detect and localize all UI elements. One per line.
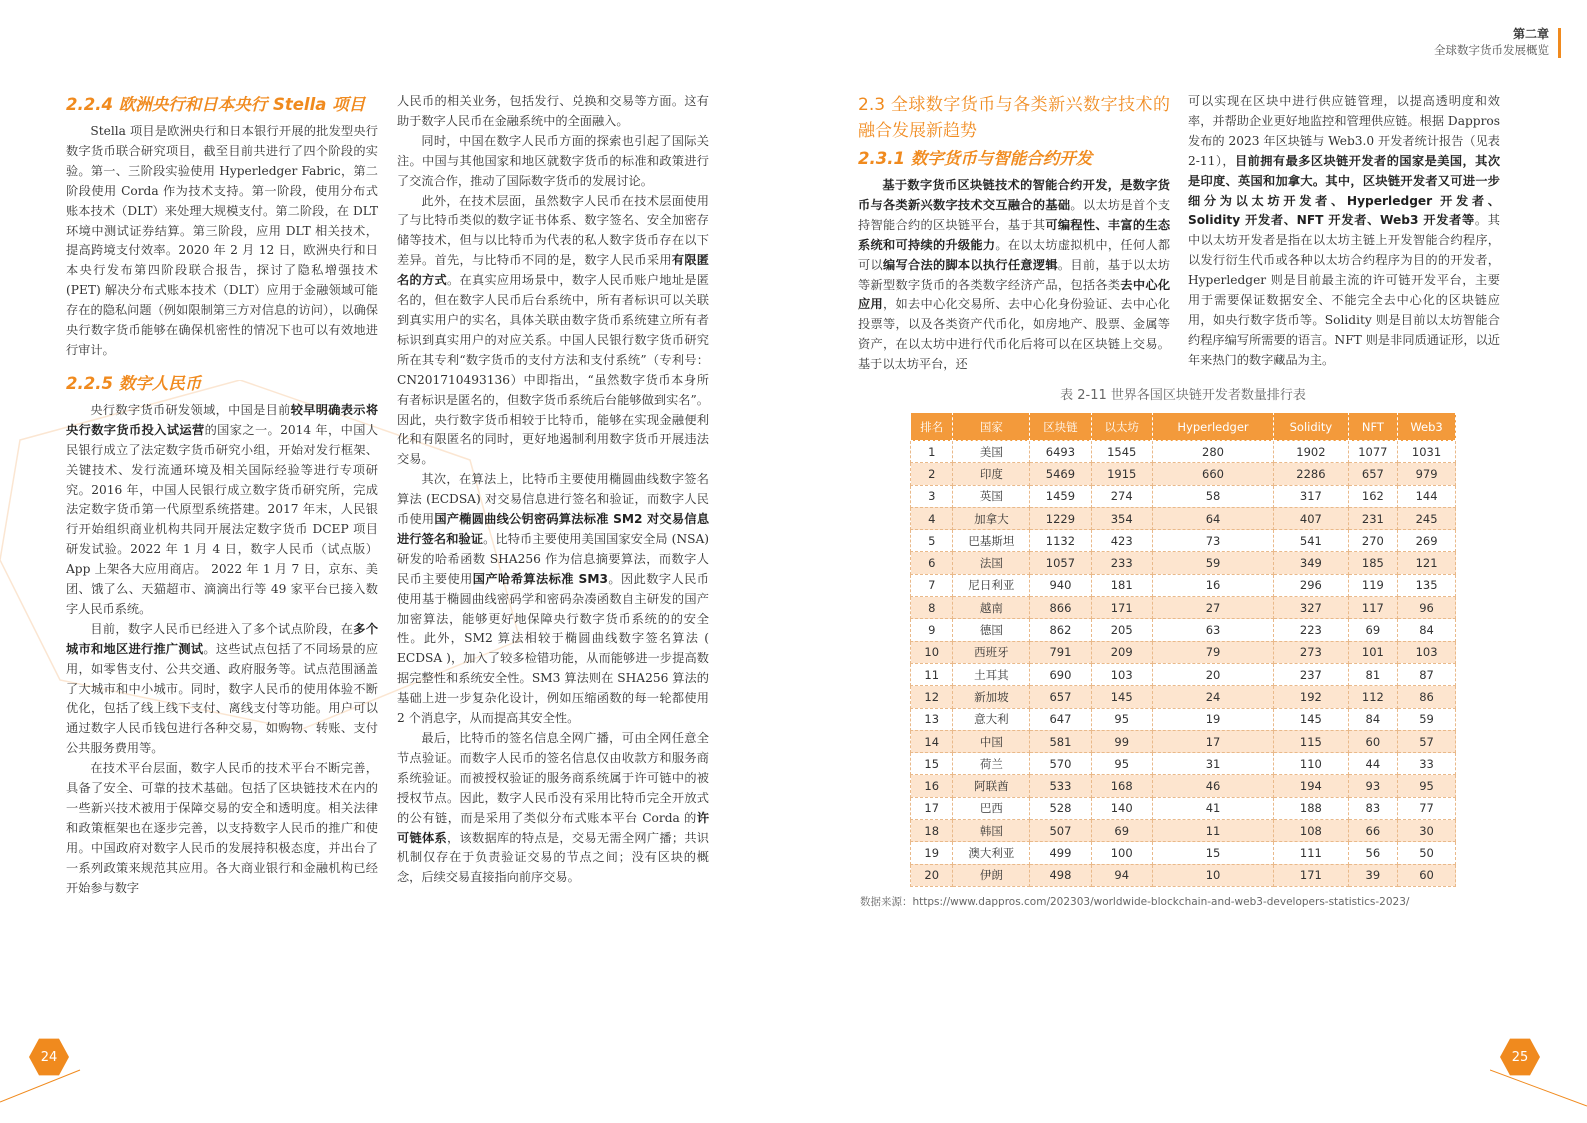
column-1: [66, 92, 378, 899]
table-cell: 19: [1152, 708, 1273, 730]
table-cell: 498: [1030, 864, 1091, 886]
table-cell: 33: [1398, 753, 1456, 775]
table-cell: 1: [911, 441, 953, 463]
table-cell: 德国: [953, 619, 1030, 641]
table-cell: 581: [1030, 730, 1091, 752]
table-cell: 940: [1030, 574, 1091, 596]
table-cell: 15: [1152, 842, 1273, 864]
table-cell: 660: [1152, 463, 1273, 485]
table-cell: 39: [1348, 864, 1397, 886]
table-cell: 231: [1348, 507, 1397, 529]
table-cell: 96: [1398, 597, 1456, 619]
table-cell: 荷兰: [953, 753, 1030, 775]
table-cell: 84: [1348, 708, 1397, 730]
table-cell: 223: [1274, 619, 1348, 641]
table-cell: 280: [1152, 441, 1273, 463]
table-cell: 12: [911, 686, 953, 708]
table-cell: 979: [1398, 463, 1456, 485]
table-cell: 528: [1030, 797, 1091, 819]
paragraph-algorithm: 其次，在算法上，比特币主要使用椭圆曲线数字签名算法 (ECDSA) 对交易信息进行签名和验证，而数字人民币使用国产椭圆曲线公钥密码算法标准 SM2 对交易信息进行签名和验证。比特币主要使用美国国家安全局 (NSA) 研发的哈希函数 SHA256 作为信息摘要算法，而数字人民币主要使用国产哈希算法标准 SM3。因此数字人民币使用基于椭圆曲线密码学和密码杂凑函数自主研发的国产加密算法，能够更好地保障央行数字货币系统的的安全性。此外，SM2 算法相较于椭圆曲线数字签名算法 ( ECDSA )，加入了较多检错功能，从而能够进一步提高数据完整性和系统安全性。SM3 算法则在 SHA256 算法的基础上进一步复杂化设计，例如压缩函数的每一轮都使用 2 个消息字，从而提高其安全性。: [397, 472, 710, 726]
table-cell: 10: [911, 641, 953, 663]
table-cell: 354: [1091, 507, 1152, 529]
table-cell: 57: [1398, 730, 1456, 752]
table-row: [911, 485, 1456, 507]
table-cell: 862: [1030, 619, 1091, 641]
table-source: 数据来源：https://www.dappros.com/202303/worldwide-blockchain-and-web3-developers-statistics-2023/: [860, 896, 1410, 908]
table-cell: 6: [911, 552, 953, 574]
table-cell: 83: [1348, 797, 1397, 819]
table-cell: 19: [911, 842, 953, 864]
table-cell: 2: [911, 463, 953, 485]
table-cell: 171: [1274, 864, 1348, 886]
table-cell: 84: [1398, 619, 1456, 641]
table-cell: 233: [1091, 552, 1152, 574]
table-cell: 237: [1274, 663, 1348, 685]
table-row: [911, 864, 1456, 886]
table-cell: 1902: [1274, 441, 1348, 463]
table-cell: 100: [1091, 842, 1152, 864]
table-cell: 63: [1152, 619, 1273, 641]
table-cell: 145: [1274, 708, 1348, 730]
table-cell: 690: [1030, 663, 1091, 685]
table-cell: 110: [1274, 753, 1348, 775]
table-cell: 5: [911, 530, 953, 552]
table-cell: 81: [1348, 663, 1397, 685]
table-cell: 274: [1091, 485, 1152, 507]
table-cell: 192: [1274, 686, 1348, 708]
table-cell: 94: [1091, 864, 1152, 886]
table-cell: 9: [911, 619, 953, 641]
table-cell: 5469: [1030, 463, 1091, 485]
table-cell: 273: [1274, 641, 1348, 663]
page-number-left: 24: [40, 1049, 58, 1065]
table-cell: 112: [1348, 686, 1397, 708]
paragraph-verification: 最后，比特币的签名信息全网广播，可由全网任意全节点验证。而数字人民币的签名信息仅由收款方和服务商系统验证。而被授权验证的服务商系统属于许可链中的被授权节点。因此，数字人民币没有采用比特币完全开放式的公有链，而是采用了类似分布式账本平台 Corda 的许可链体系，该数据库的特点是，交易无需全网广播；共识机制仅存在于负责验证交易的节点之间；没有区块的概念，后续交易直接指向前序交易。: [397, 731, 709, 885]
table-cell: 44: [1348, 753, 1397, 775]
table-row: [911, 753, 1456, 775]
table-header-cell: Web3: [1398, 413, 1456, 441]
table-row: [911, 775, 1456, 797]
table-cell: 41: [1152, 797, 1273, 819]
table-cell: 印度: [953, 463, 1030, 485]
table-cell: 115: [1274, 730, 1348, 752]
table-cell: 185: [1348, 552, 1397, 574]
table-cell: 121: [1398, 552, 1456, 574]
table-row: [911, 619, 1456, 641]
table-cell: 加拿大: [953, 507, 1030, 529]
table-cell: 46: [1152, 775, 1273, 797]
table-cell: 87: [1398, 663, 1456, 685]
table-cell: 巴基斯坦: [953, 530, 1030, 552]
table-row: [911, 730, 1456, 752]
table-cell: 99: [1091, 730, 1152, 752]
paragraph-ecny-intro: 央行数字货币研发领域，中国是目前较早明确表示将央行数字货币投入试运营的国家之一。2014 年，中国人民银行成立了法定数字货币研究小组，开始对发行框架、关键技术、发行流通环境及相关国际经验等进行专项研究。2016 年，中国人民银行成立数字货币研究所，完成法定数字货币第一代原型系统搭建。2017 年末，人民银行开始组织商业机构共同开展法定数字货币 DCEP 项目研发试验。2022 年 1 月 4 日，数字人民币（试点版）App 上架各大应用商店。 2022 年 1 月 7 日，京东、美团、饿了么、天猫超市、滴滴出行等 49 家平台已接入数字人民币系统。: [66, 402, 379, 616]
table-cell: 60: [1398, 864, 1456, 886]
paragraph-ecny-pilot: 目前，数字人民币已经进入了多个试点阶段，在多个城市和地区进行推广测试。这些试点包括了不同场景的应用，如零售支付、公共交通、政府服务等。试点范围涵盖了大城市和中小城市。同时，数字人民币的使用体验不断优化，包括了线上线下支付、离线支付等功能。用户可以通过数字人民币钱包进行各种交易，如购物、转账、支付公共服务费用等。: [66, 621, 379, 756]
table-cell: 119: [1348, 574, 1397, 596]
table-cell: 144: [1398, 485, 1456, 507]
table-cell: 尼日利亚: [953, 574, 1030, 596]
table-cell: 507: [1030, 820, 1091, 842]
table-cell: 327: [1274, 597, 1348, 619]
table-cell: 103: [1091, 663, 1152, 685]
table-cell: 95: [1091, 753, 1152, 775]
table-cell: 866: [1030, 597, 1091, 619]
table-cell: 407: [1274, 507, 1348, 529]
table-cell: 69: [1091, 820, 1152, 842]
table-cell: 2286: [1274, 463, 1348, 485]
table-header-cell: Solidity: [1274, 413, 1348, 441]
table-cell: 7: [911, 574, 953, 596]
chapter-title: 全球数字货币发展概览: [1434, 43, 1549, 57]
table-cell: 14: [911, 730, 953, 752]
table-cell: 499: [1030, 842, 1091, 864]
table-cell: 533: [1030, 775, 1091, 797]
column-3: [858, 92, 1170, 375]
table-cell: 1915: [1091, 463, 1152, 485]
developer-ranking-table: [910, 412, 1456, 887]
paragraph-ecny-business: 人民币的相关业务，包括发行、兑换和交易等方面。这有助于数字人民币在金融系统中的全面融入。: [397, 94, 709, 128]
table-cell: 澳大利亚: [953, 842, 1030, 864]
page-number-right: 25: [1511, 1049, 1529, 1065]
table-cell: 647: [1030, 708, 1091, 730]
table-row: [911, 663, 1456, 685]
table-cell: 58: [1152, 485, 1273, 507]
table-cell: 10: [1152, 864, 1273, 886]
paragraph-developers: 可以实现在区块中进行供应链管理，以提高透明度和效率，并帮助企业更好地监控和管理供应链。根据 Dappros 发布的 2023 年区块链与 Web3.0 开发者统计报告（见表 2-11），目前拥有最多区块链开发者的国家是美国，其次是印度、英国和加拿大。其中，区块链开发者又可进一步细分为以太坊开发者、Hyperledger 开发者、Solidity 开发者、NFT 开发者、Web3 开发者等。其中以太坊开发者是指在以太坊主链上开发智能合约程序，以发行衍生代币或各种以太坊合约程序为目的的开发者，Hyperledger 则是目前最主流的许可链开发平台，主要用于需要保证数据安全、不能完全去中心化的区块链应用，如央行数字货币等。Solidity 则是目前以太坊智能合约程序编写所需要的语言。NFT 则是非同质通证形，以近年来热门的数字藏品为主。: [1188, 94, 1501, 367]
table-cell: 69: [1348, 619, 1397, 641]
table-cell: 英国: [953, 485, 1030, 507]
table-cell: 1132: [1030, 530, 1091, 552]
table-cell: 新加坡: [953, 686, 1030, 708]
table-cell: 657: [1348, 463, 1397, 485]
table-cell: 145: [1091, 686, 1152, 708]
table-cell: 20: [1152, 663, 1273, 685]
table-cell: 570: [1030, 753, 1091, 775]
table-cell: 245: [1398, 507, 1456, 529]
table-cell: 103: [1398, 641, 1456, 663]
table-cell: 77: [1398, 797, 1456, 819]
table-cell: 349: [1274, 552, 1348, 574]
table-cell: 1229: [1030, 507, 1091, 529]
table-cell: 27: [1152, 597, 1273, 619]
heading-2-3: 2.3 全球数字货币与各类新兴数字技术的融合发展新趋势: [858, 95, 1170, 141]
corner-decoration-left: [0, 1040, 90, 1110]
table-cell: 8: [911, 597, 953, 619]
table-cell: 11: [1152, 820, 1273, 842]
table-cell: 美国: [953, 441, 1030, 463]
table-cell: 韩国: [953, 820, 1030, 842]
table-row: [911, 441, 1456, 463]
paragraph-stella: Stella 项目是欧洲央行和日本银行开展的批发型央行数字货币联合研究项目，截至目前共进行了四个阶段的实验。第一、三阶段实验使用 Hyperledger Fabric，第二阶段使用 Corda 作为技术支持。第一阶段，使用分布式账本技术（DLT）来处理大规模支付。第二阶段，在 DLT 环境中测试证券结算。第三阶段，应用 DLT 相关技术，提高跨境支付效率。2020 年 2 月 12 日，欧洲央行和日本央行发布第四阶段联合报告，探讨了隐私增强技术 (PET) 解决分布式账本技术（DLT）应用于金融领域可能存在的隐私问题（例如限制第三方对信息的访问），以确保央行数字货币能够在确保机密性的情况下也可以有效地进行审计。: [66, 124, 378, 357]
column-4: [1188, 92, 1500, 371]
table-cell: 194: [1274, 775, 1348, 797]
table-cell: 168: [1091, 775, 1152, 797]
table-cell: 60: [1348, 730, 1397, 752]
table-row: [911, 820, 1456, 842]
paragraph-intl: 同时，中国在数字人民币方面的探索也引起了国际关注。中国与其他国家和地区就数字货币的标准和政策进行了交流合作，推动了国际数字货币的发展讨论。: [397, 133, 709, 188]
table-cell: 162: [1348, 485, 1397, 507]
table-cell: 1459: [1030, 485, 1091, 507]
table-cell: 86: [1398, 686, 1456, 708]
table-cell: 171: [1091, 597, 1152, 619]
table-cell: 阿联酋: [953, 775, 1030, 797]
table-cell: 95: [1091, 708, 1152, 730]
heading-2-3-1: 2.3.1 数字货币与智能合约开发: [858, 149, 1093, 168]
table-cell: 13: [911, 708, 953, 730]
table-cell: 117: [1348, 597, 1397, 619]
table-cell: 3: [911, 485, 953, 507]
table-header-cell: 排名: [911, 413, 953, 441]
table-row: [911, 574, 1456, 596]
table-cell: 657: [1030, 686, 1091, 708]
table-caption: 表 2-11 世界各国区块链开发者数量排行表: [1060, 388, 1306, 403]
table-cell: 93: [1348, 775, 1397, 797]
table-cell: 101: [1348, 641, 1397, 663]
table-row: [911, 507, 1456, 529]
table-cell: 1077: [1348, 441, 1397, 463]
table-cell: 6493: [1030, 441, 1091, 463]
table-row: [911, 842, 1456, 864]
table-cell: 135: [1398, 574, 1456, 596]
table-cell: 73: [1152, 530, 1273, 552]
paragraph-smart-contract: 基于数字货币区块链技术的智能合约开发，是数字货币与各类新兴数字技术交互融合的基础。以太坊是首个支持智能合约的区块链平台，基于其可编程性、丰富的生态系统和可持续的升级能力。在以太坊虚拟机中，任何人都可以编写合法的脚本以执行任意逻辑。目前，基于以太坊等新型数字货币的各类数字经济产品，包括各类去中心化应用，如去中心化交易所、去中心化身份验证、去中心化投票等，以及各类资产代币化，如房地产、股票、金属等资产，在以太坊中进行代币化后将可以在区块链上交易。基于以太坊平台，还: [858, 178, 1171, 372]
table-cell: 中国: [953, 730, 1030, 752]
heading-2-2-4: 2.2.4 欧洲央行和日本央行 Stella 项目: [66, 95, 366, 114]
table-cell: 20: [911, 864, 953, 886]
table-cell: 50: [1398, 842, 1456, 864]
table-row: [911, 597, 1456, 619]
chapter-header: [1434, 26, 1549, 58]
table-cell: 423: [1091, 530, 1152, 552]
table-cell: 205: [1091, 619, 1152, 641]
table-cell: 16: [911, 775, 953, 797]
table-cell: 15: [911, 753, 953, 775]
table-cell: 66: [1348, 820, 1397, 842]
table-cell: 1057: [1030, 552, 1091, 574]
table-cell: 64: [1152, 507, 1273, 529]
table-cell: 伊朗: [953, 864, 1030, 886]
table-cell: 越南: [953, 597, 1030, 619]
table-header-cell: 以太坊: [1091, 413, 1152, 441]
column-2: [397, 92, 709, 888]
table-cell: 4: [911, 507, 953, 529]
table-cell: 59: [1398, 708, 1456, 730]
table-row: [911, 463, 1456, 485]
table-cell: 209: [1091, 641, 1152, 663]
table-cell: 181: [1091, 574, 1152, 596]
corner-decoration-right: [1490, 1040, 1587, 1110]
table-cell: 140: [1091, 797, 1152, 819]
table-cell: 16: [1152, 574, 1273, 596]
table-cell: 24: [1152, 686, 1273, 708]
table-cell: 111: [1274, 842, 1348, 864]
table-header-row: [911, 413, 1456, 441]
table-cell: 意大利: [953, 708, 1030, 730]
table-row: [911, 552, 1456, 574]
table-cell: 317: [1274, 485, 1348, 507]
table-cell: 30: [1398, 820, 1456, 842]
table-cell: 296: [1274, 574, 1348, 596]
table-cell: 791: [1030, 641, 1091, 663]
heading-2-2-5: 2.2.5 数字人民币: [66, 373, 202, 393]
table-cell: 法国: [953, 552, 1030, 574]
table-row: [911, 641, 1456, 663]
table-body: [911, 441, 1456, 887]
table-row: [911, 708, 1456, 730]
table-header-cell: 区块链: [1030, 413, 1091, 441]
chapter-number: 第二章: [1512, 27, 1549, 41]
table-header-cell: Hyperledger: [1152, 413, 1273, 441]
table-cell: 108: [1274, 820, 1348, 842]
table-cell: 1545: [1091, 441, 1152, 463]
table-cell: 巴西: [953, 797, 1030, 819]
table-cell: 95: [1398, 775, 1456, 797]
table-header-cell: NFT: [1348, 413, 1397, 441]
table-cell: 西班牙: [953, 641, 1030, 663]
paragraph-ecny-platform: 在技术平台层面，数字人民币的技术平台不断完善，具备了安全、可靠的技术基础。包括了区块链技术在内的一些新兴技术被用于保障交易的安全和透明度。相关法律和政策框架也在逐步完善，以支持数字人民币的推广和使用。中国政府对数字人民币的发展持积极态度，并出台了一系列政策来规范其应用。各大商业银行和金融机构已经开始参与数字: [66, 761, 378, 895]
table-cell: 270: [1348, 530, 1397, 552]
table-cell: 18: [911, 820, 953, 842]
table-cell: 56: [1348, 842, 1397, 864]
table-cell: 土耳其: [953, 663, 1030, 685]
table-cell: 11: [911, 663, 953, 685]
table-cell: 79: [1152, 641, 1273, 663]
table-cell: 1031: [1398, 441, 1456, 463]
table-row: [911, 797, 1456, 819]
table-cell: 269: [1398, 530, 1456, 552]
table-header-cell: 国家: [953, 413, 1030, 441]
table-cell: 188: [1274, 797, 1348, 819]
chapter-accent-bar: [1558, 28, 1561, 58]
table-cell: 17: [1152, 730, 1273, 752]
table-row: [911, 686, 1456, 708]
table-row: [911, 530, 1456, 552]
table-cell: 17: [911, 797, 953, 819]
table-cell: 59: [1152, 552, 1273, 574]
paragraph-anonymity: 此外，在技术层面，虽然数字人民币在技术层面使用了与比特币类似的数字证书体系、数字签名、安全加密存储等技术，但与以比特币为代表的私人数字货币存在以下差异。首先，与比特币不同的是，数字人民币采用有限匿名的方式。在真实应用场景中，数字人民币账户地址是匿名的，但在数字人民币后台系统中，所有者标识可以关联到真实用户的实名，具体关联由数字货币系统建立所有者标识到真实用户的对应关系。中国人民银行数字货币研究所在其专利“数字货币的支付方法和支付系统”（专利号：CN201710493136）中即指出，“虽然数字货币本身所有者标识是匿名的，但数字货币系统后台能够做到实名”。因此，央行数字货币相较于比特币，能够在实现金融便利化和有限匿名的同时，更好地遏制利用数字货币开展违法交易。: [397, 193, 709, 467]
table-cell: 541: [1274, 530, 1348, 552]
table-cell: 31: [1152, 753, 1273, 775]
